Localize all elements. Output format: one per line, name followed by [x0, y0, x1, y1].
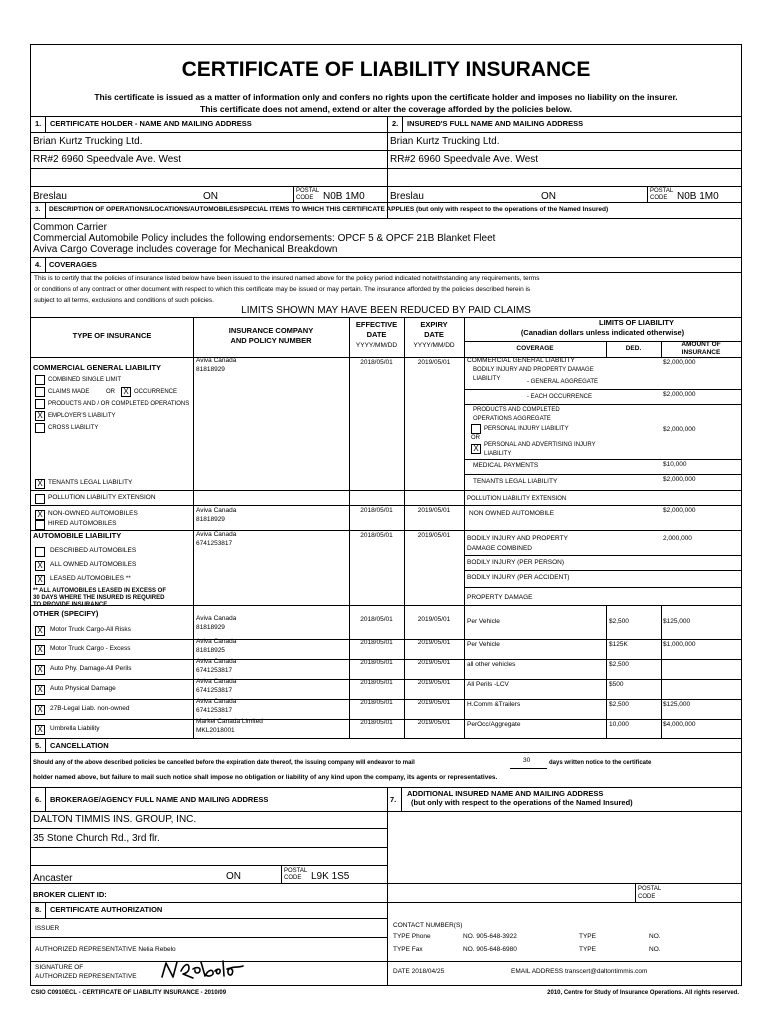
checkbox-pollution[interactable] [35, 494, 45, 504]
holder-province: ON [203, 191, 218, 202]
section-3-number: 3. [35, 206, 41, 213]
insured-postal-label-1: POSTAL [650, 188, 674, 194]
checkbox-tenants-legal[interactable]: X [35, 479, 45, 489]
other-deductible: $500 [609, 681, 624, 688]
other-effective: 2018/05/01 [360, 699, 393, 706]
other-coverage: All Perils -LCV [467, 681, 509, 688]
other-expiry: 2019/05/01 [417, 699, 451, 706]
section-8-label: CERTIFICATE AUTHORIZATION [50, 905, 163, 914]
section-2-number: 2. [392, 119, 399, 128]
insured-postal-code: N0B 1M0 [677, 191, 719, 202]
auto-cov-3: BODILY INJURY (PER ACCIDENT) [467, 574, 570, 581]
section-3-label: DESCRIPTION OF OPERATIONS/LOCATIONS/AUTOMOBILES/SPECIAL ITEMS TO WHICH THIS CERTIFICATE APPLIES (but only with respect to the operations of the Named Insured) [49, 206, 609, 213]
certificate-form [30, 44, 742, 986]
auto-effective: 2018/05/01 [360, 532, 393, 539]
checkbox-personal-advertising[interactable]: X [471, 444, 481, 454]
amt-each-occurrence: $2,000,000 [663, 391, 696, 398]
coverage-text-2: or conditions of any contract or other document with respect to which this certificate may be issued or may pertain. The insurance afforded by the policies described herein is [34, 286, 531, 293]
reduced-notice: LIMITS SHOWN MAY HAVE BEEN REDUCED BY PAID CLAIMS [241, 305, 531, 316]
auto-expiry: 2019/05/01 [417, 532, 451, 539]
cgl-effective: 2018/05/01 [360, 359, 393, 366]
coverage-text-3: subject to all terms, exclusions and conditions of such policies. [34, 297, 214, 304]
signature-label-2: AUTHORIZED REPRESENTATIVE [35, 973, 137, 980]
contact-numbers-label: CONTACT NUMBER(S) [393, 922, 463, 929]
other-label: Motor Truck Cargo - Excess [50, 645, 131, 652]
contact-type-fax: TYPE Fax [393, 946, 423, 953]
other-effective: 2018/05/01 [360, 659, 393, 666]
cov-each-occurrence: - EACH OCCURRENCE [527, 394, 593, 400]
other-company: Aviva Canada [196, 658, 237, 665]
nonowned-company: Aviva Canada [196, 507, 237, 514]
other-expiry: 2019/05/01 [417, 639, 451, 646]
broker-city: Ancaster [33, 873, 73, 884]
other-policy: 6741253817 [196, 687, 233, 694]
other-deductible: $2,500 [609, 701, 629, 708]
checkbox-occurrence[interactable]: X [121, 387, 131, 397]
opt-occurrence: OCCURRENCE [134, 389, 178, 395]
other-coverage: Per Vehicle [467, 618, 500, 625]
section-5-label: CANCELLATION [50, 741, 109, 750]
checkbox-claims-made[interactable] [35, 387, 45, 397]
auto-note-3: TO PROVIDE INSURANCE [33, 602, 108, 608]
auto-cov-1: BODILY INJURY AND PROPERTY [467, 535, 568, 542]
header-limits-2: (Canadian dollars unless indicated otherwise) [520, 328, 685, 337]
nonowned-effective: 2018/05/01 [360, 507, 393, 514]
cov-general-aggregate: - GENERAL AGGREGATE [527, 379, 599, 385]
other-company: Aviva Canada [196, 615, 237, 622]
section-1-label: CERTIFICATE HOLDER - NAME AND MAILING ADDRESS [50, 119, 252, 128]
other-deductible: $2,500 [609, 618, 629, 625]
section-7-label-1: ADDITIONAL INSURED NAME AND MAILING ADDRESS [407, 789, 604, 798]
other-amount: $125,000 [663, 618, 691, 625]
insured-city: Breslau [390, 191, 424, 202]
auto-cov-2: BODILY INJURY (PER PERSON) [467, 559, 565, 566]
authorization-email: EMAIL ADDRESS transcert@daltontimmis.com [511, 968, 648, 975]
cancellation-text-a: Should any of the above described policies be cancelled before the expiration date thereof, the issuing company will endeavor to mail [33, 760, 415, 766]
checkbox-other[interactable]: X [35, 626, 45, 636]
other-amount: $4,000,000 [663, 721, 696, 728]
contact-type-2: TYPE [579, 933, 596, 940]
other-expiry: 2019/05/01 [417, 659, 451, 666]
section-2-label: INSURED'S FULL NAME AND MAILING ADDRESS [407, 119, 584, 128]
insured-province: ON [541, 191, 556, 202]
other-amount: $125,000 [663, 701, 691, 708]
other-policy: 6741253817 [196, 707, 233, 714]
other-coverage: Per Vehicle [467, 641, 500, 648]
contact-no-phone: NO. 905-648-3922 [463, 933, 517, 940]
other-deductible: 10,000 [609, 721, 629, 728]
cov-bodily-1: BODILY INJURY AND PROPERTY DAMAGE [473, 367, 594, 373]
other-title: OTHER (SPECIFY) [33, 609, 99, 618]
broker-postal-label-2: CODE [284, 875, 302, 881]
cov-pollution: POLLUTION LIABILITY EXTENSION [467, 496, 567, 502]
cov-products-1: PRODUCTS AND COMPLETED [473, 407, 560, 413]
section-6-label: BROKERAGE/AGENCY FULL NAME AND MAILING ADDRESS [50, 795, 269, 804]
opt-employers-liability: EMPLOYER'S LIABILITY [48, 413, 116, 419]
opt-hired: HIRED AUTOMOBILES [48, 520, 117, 527]
opt-all-owned: ALL OWNED AUTOMOBILES [50, 561, 137, 568]
other-company: Aviva Canada [196, 678, 237, 685]
cov-personal-injury: PERSONAL INJURY LIABILITY [484, 426, 569, 432]
other-policy: MKL2018001 [196, 727, 235, 734]
intro-line-1: This certificate is issued as a matter of information only and confers no rights upon the certificate holder and imposes no liability on the insurer. [94, 92, 678, 102]
header-limits-1: LIMITS OF LIABILITY [599, 318, 674, 327]
section-5-number: 5. [35, 741, 42, 750]
header-amount-2: INSURANCE [681, 349, 721, 356]
auto-cov-1b: DAMAGE COMBINED [467, 545, 533, 552]
description-line-2: Commercial Automobile Policy includes the following endorsements: OPCF 5 & OPCF 21B Blanket Fleet [33, 233, 496, 244]
checkbox-hired[interactable] [35, 520, 45, 530]
opt-or: OR [106, 389, 115, 395]
checkbox-leased[interactable]: X [35, 575, 45, 585]
insured-name: Brian Kurtz Trucking Ltd. [390, 136, 500, 147]
auto-note-1: ** ALL AUTOMOBILES LEASED IN EXCESS OF [33, 588, 167, 594]
cov-products-2: OPERATIONS AGGREGATE [473, 416, 551, 422]
amt-medical-payments: $10,000 [663, 461, 687, 468]
cgl-policy: 81818929 [196, 366, 225, 373]
header-effective-2: DATE [366, 330, 387, 339]
other-label: Umbrella Liability [50, 725, 100, 732]
opt-pollution: POLLUTION LIABILITY EXTENSION [48, 494, 156, 501]
cancellation-text-b: days written notice to the certificate [549, 760, 652, 766]
opt-described: DESCRIBED AUTOMOBILES [50, 547, 137, 554]
auto-company: Aviva Canada [196, 531, 237, 538]
footer-left: CSIO C0910ECL - CERTIFICATE OF LIABILITY INSURANCE - 2010/09 [31, 990, 227, 996]
broker-client-id: BROKER CLIENT ID: [33, 890, 107, 899]
other-expiry: 2019/05/01 [417, 719, 451, 726]
header-expiry-3: YYYY/MM/DD [413, 342, 455, 349]
contact-no-2: NO. [649, 933, 661, 940]
checkbox-other[interactable]: X [35, 725, 45, 735]
checkbox-other[interactable]: X [35, 665, 45, 675]
issuer-label: ISSUER [35, 925, 60, 932]
cancellation-text-2: holder named above, but failure to mail such notice shall impose no obligation or liability of any kind upon the company, its agents or representatives. [33, 774, 498, 781]
amt-personal-injury: $2,000,000 [663, 426, 696, 433]
footer-right: 2010, Centre for Study of Insurance Operations. All rights reserved. [547, 990, 739, 996]
nonowned-expiry: 2019/05/01 [417, 507, 451, 514]
other-company: Aviva Canada [196, 638, 237, 645]
other-amount: $1,000,000 [663, 641, 696, 648]
cov-tenants-legal: TENANTS LEGAL LIABILITY [473, 478, 558, 485]
broker-postal-label-1: POSTAL [284, 868, 308, 874]
holder-postal-code: N0B 1M0 [323, 191, 365, 202]
amt-tenants-legal: $2,000,000 [663, 476, 696, 483]
broker-province: ON [226, 871, 241, 882]
checkbox-other[interactable]: X [35, 705, 45, 715]
nonowned-amount: $2,000,000 [663, 507, 696, 514]
header-ded: DED. [625, 345, 642, 352]
other-coverage: PerOcc/Aggregate [467, 721, 521, 728]
checkbox-combined-single-limit[interactable] [35, 375, 45, 385]
signature-label-1: SIGNATURE OF [35, 964, 84, 971]
nonowned-coverage: NON OWNED AUTOMOBILE [469, 510, 555, 517]
holder-postal-label-1: POSTAL [296, 188, 320, 194]
checkbox-all-owned[interactable]: X [35, 561, 45, 571]
description-line-1: Common Carrier [33, 222, 107, 233]
intro-line-2: This certificate does not amend, extend or alter the coverage afforded by the policies below. [200, 104, 572, 114]
auto-note-2: 30 DAYS WHERE THE INSURED IS REQUIRED [33, 595, 165, 601]
header-company-2: AND POLICY NUMBER [230, 336, 312, 345]
auto-policy: 6741253817 [196, 540, 233, 547]
cgl-title: COMMERCIAL GENERAL LIABILITY [33, 363, 162, 372]
other-expiry: 2019/05/01 [417, 616, 451, 623]
other-deductible: $125K [609, 641, 628, 648]
checkbox-products[interactable] [35, 399, 45, 409]
other-effective: 2018/05/01 [360, 679, 393, 686]
description-line-3: Aviva Cargo Coverage includes coverage for Mechanical Breakdown [33, 244, 338, 255]
other-policy: 81818925 [196, 647, 225, 654]
checkbox-described[interactable] [35, 547, 45, 557]
opt-leased: LEASED AUTOMOBILES ** [50, 575, 131, 582]
checkbox-non-owned[interactable]: X [35, 510, 45, 520]
other-label: 27B-Legal Liab. non-owned [50, 705, 130, 712]
other-expiry: 2019/05/01 [417, 679, 451, 686]
other-deductible: $2,500 [609, 661, 629, 668]
other-effective: 2018/05/01 [360, 639, 393, 646]
header-type: TYPE OF INSURANCE [72, 331, 152, 340]
header-amount-1: AMOUNT OF [681, 341, 721, 348]
checkbox-other[interactable]: X [35, 685, 45, 695]
auto-title: AUTOMOBILE LIABILITY [33, 531, 122, 540]
header-effective-1: EFFECTIVE [355, 320, 398, 329]
other-effective: 2018/05/01 [360, 719, 393, 726]
contact-no-fax: NO. 905-648-6980 [463, 946, 517, 953]
header-company-1: INSURANCE COMPANY [228, 326, 314, 335]
other-label: Auto Phy. Damage-All Perils [50, 665, 132, 672]
other-company: Markel Canada Limited [196, 718, 263, 725]
cov-or: OR [471, 435, 480, 441]
cov-medical-payments: MEDICAL PAYMENTS [473, 462, 539, 469]
checkbox-personal-injury[interactable] [471, 424, 481, 434]
amt-general-aggregate: $2,000,000 [663, 359, 696, 366]
cgl-company: Aviva Canada [196, 357, 237, 364]
cgl-expiry: 2019/05/01 [417, 359, 451, 366]
cancellation-days: 30 [523, 757, 531, 764]
auto-cov-4: PROPERTY DAMAGE [467, 594, 533, 601]
header-coverage: COVERAGE [516, 345, 554, 352]
cov-bodily-2: LIABILITY [473, 376, 501, 382]
holder-city: Breslau [33, 191, 67, 202]
coverage-text-1: This is to certify that the policies of insurance listed below have been issued to the insured named above for the policy period indicated notwithstanding any requirements, terms [34, 275, 540, 282]
other-coverage: all other vehicles [467, 661, 516, 668]
checkbox-other[interactable]: X [35, 645, 45, 655]
section-1-number: 1. [35, 119, 42, 128]
holder-postal-label-2: CODE [296, 195, 314, 201]
cov-personal-advertising-2: LIABILITY [484, 451, 512, 457]
checkbox-employers-liability[interactable]: X [35, 411, 45, 421]
section-4-label: COVERAGES [49, 260, 97, 269]
other-label: Motor Truck Cargo-All Risks [50, 626, 131, 633]
section-6-number: 6. [35, 795, 42, 804]
header-expiry-2: DATE [424, 330, 444, 339]
broker-postal-code: L9K 1S5 [311, 871, 350, 882]
opt-tenants-legal: TENANTS LEGAL LIABILITY [48, 479, 133, 486]
contact-type-4: TYPE [579, 946, 596, 953]
authorized-representative: AUTHORIZED REPRESENTATIVE Nelia Rebelo [35, 946, 176, 953]
other-policy: 81818929 [196, 624, 225, 631]
cov-cgl-title: COMMERCIAL GENERAL LIABILITY [467, 357, 575, 364]
cov-personal-advertising-1: PERSONAL AND ADVERTISING INJURY [484, 442, 596, 448]
insured-address: RR#2 6960 Speedvale Ave. West [390, 154, 539, 165]
section-7-label-2: (but only with respect to the operations of the Named Insured) [411, 798, 633, 807]
other-policy: 6741253817 [196, 667, 233, 674]
auto-amount: 2,000,000 [663, 535, 692, 542]
header-expiry-1: EXPIRY [420, 320, 448, 329]
holder-name: Brian Kurtz Trucking Ltd. [33, 136, 143, 147]
section-8-number: 8. [35, 905, 42, 914]
section-7-number: 7. [390, 795, 397, 804]
opt-products: PRODUCTS AND / OR COMPLETED OPERATIONS [48, 401, 190, 407]
additional-postal-label-2: CODE [638, 894, 656, 900]
nonowned-policy: 81818929 [196, 516, 225, 523]
holder-address: RR#2 6960 Speedvale Ave. West [33, 154, 182, 165]
opt-cross-liability: CROSS LIABILITY [48, 425, 99, 431]
authorization-date: DATE 2018/04/25 [393, 968, 445, 975]
broker-address: 35 Stone Church Rd., 3rd flr. [33, 833, 160, 844]
checkbox-cross-liability[interactable] [35, 423, 45, 433]
insured-postal-label-2: CODE [650, 195, 668, 201]
other-coverage: H.Comm &Trailers [467, 701, 521, 708]
additional-postal-label-1: POSTAL [638, 886, 662, 892]
header-effective-3: YYYY/MM/DD [355, 342, 398, 349]
section-4-number: 4. [35, 260, 42, 269]
broker-name: DALTON TIMMIS INS. GROUP, INC. [33, 814, 197, 825]
other-company: Aviva Canada [196, 698, 237, 705]
contact-type-phone: TYPE Phone [393, 933, 431, 940]
contact-no-4: NO. [649, 946, 661, 953]
signature-image [159, 957, 249, 983]
other-effective: 2018/05/01 [360, 616, 393, 623]
opt-claims-made: CLAIMS MADE [48, 389, 90, 395]
opt-non-owned: NON-OWNED AUTOMOBILES [48, 510, 138, 517]
other-label: Auto Physical Damage [50, 685, 116, 692]
opt-combined-single-limit: COMBINED SINGLE LIMIT [48, 377, 122, 383]
form-title: CERTIFICATE OF LIABILITY INSURANCE [181, 58, 591, 81]
